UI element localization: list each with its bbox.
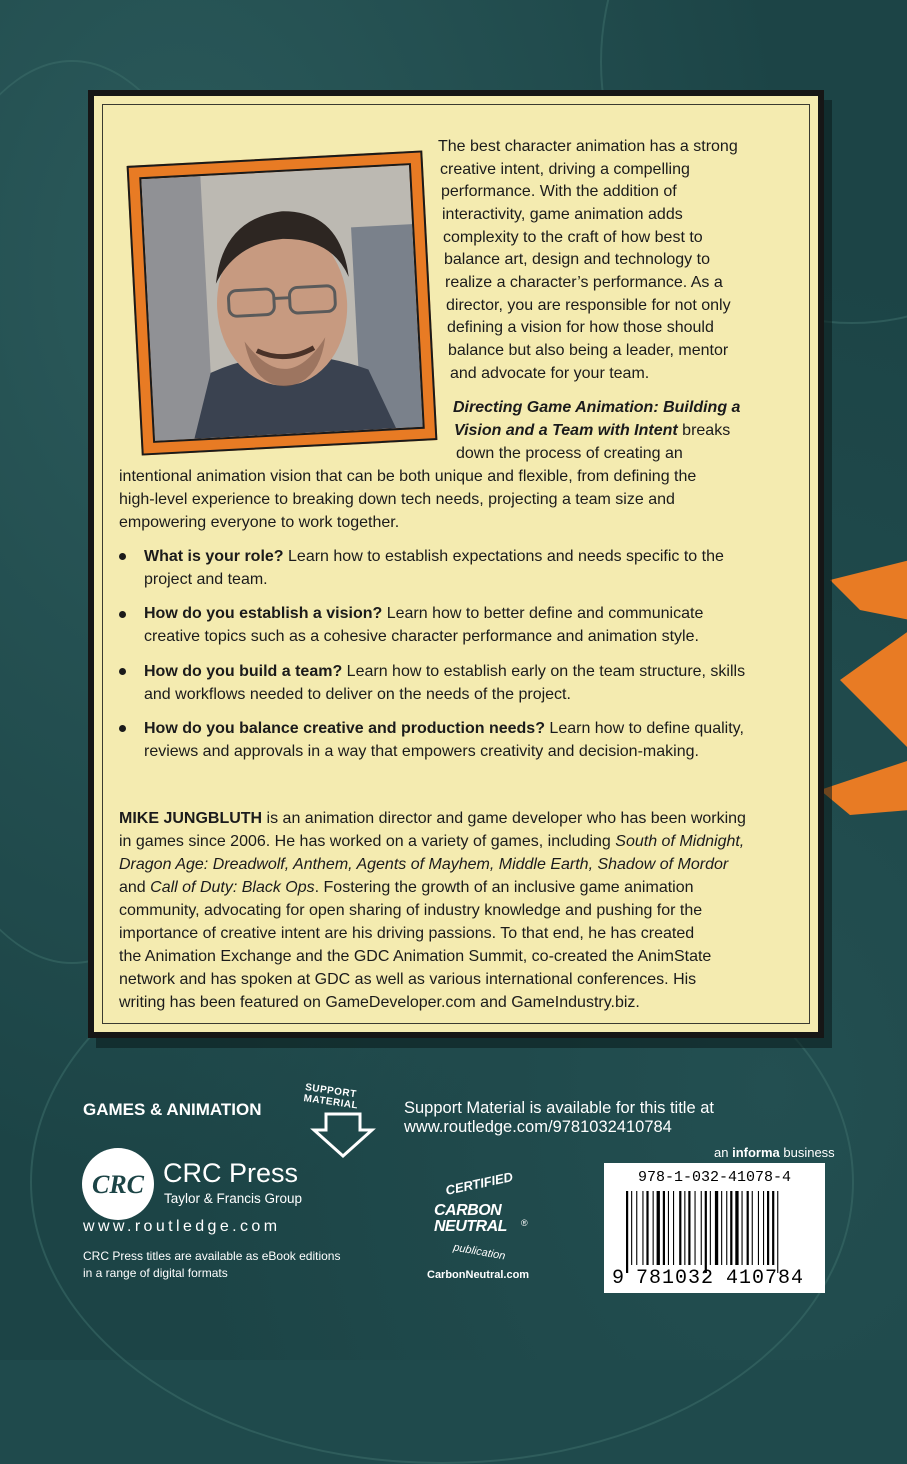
blurb-intro-line: performance. With the addition of xyxy=(441,183,677,200)
bullet-dot xyxy=(119,611,126,618)
bullet-item-line xyxy=(144,661,745,684)
orange-star-shape xyxy=(820,560,907,820)
publisher-name: CRC Press xyxy=(163,1158,299,1188)
barcode-bar xyxy=(758,1191,759,1265)
category-label: GAMES & ANIMATION xyxy=(83,1100,262,1119)
author-bio-line: the Animation Exchange and the GDC Animation Summit, co-created the AnimState xyxy=(119,948,712,965)
blurb-intro-line: The best character animation has a strong xyxy=(438,138,738,155)
author-bio-text: in games since 2006. He has worked on a variety of games, including xyxy=(119,833,616,850)
bullet-dot xyxy=(119,668,126,675)
bullet-item-line xyxy=(144,603,703,626)
support-material-text: Support Material is available for this title at xyxy=(404,1099,714,1117)
author-name: MIKE JUNGBLUTH xyxy=(119,810,263,827)
barcode-bar xyxy=(673,1191,674,1265)
author-bio-text: . Fostering the growth of an inclusive game animation xyxy=(314,879,694,896)
blurb-intro-line: complexity to the craft of how best to xyxy=(443,229,703,246)
publisher-website[interactable]: www.routledge.com xyxy=(83,1218,281,1235)
blurb-intro-line: creative intent, driving a compelling xyxy=(440,161,690,178)
blurb-para2-line: intentional animation vision that can be both unique and flexible, from defining the xyxy=(119,468,697,485)
support-material-url[interactable]: www.routledge.com/9781032410784 xyxy=(404,1118,672,1136)
bullet-question: How do you balance creative and production needs? xyxy=(144,720,545,737)
crc-logo xyxy=(82,1148,154,1220)
barcode-bar xyxy=(636,1191,637,1265)
barcode-bar xyxy=(715,1191,718,1265)
blurb-intro-line: and advocate for your team. xyxy=(450,365,650,382)
author-bio-line xyxy=(119,831,744,854)
bullet-item-line: creative topics such as a cohesive character performance and animation style. xyxy=(144,628,699,645)
bullet-text: Learn how to better define and communicate xyxy=(382,605,704,622)
barcode-bar xyxy=(679,1191,681,1265)
carbon-reg-mark: ® xyxy=(521,1218,528,1228)
barcode-bar xyxy=(663,1191,665,1265)
game-title: South of Midnight, xyxy=(615,833,745,850)
blurb-intro-line: balance but also being a leader, mentor xyxy=(448,342,729,359)
support-material-badge-text: SUPPORT MATERIAL xyxy=(302,1082,359,1112)
barcode-bar xyxy=(631,1191,632,1265)
barcode-bar xyxy=(735,1191,738,1265)
blurb-intro-line: director, you are responsible for not only xyxy=(446,297,731,314)
barcode-bar xyxy=(688,1191,690,1265)
informa-prefix: an xyxy=(714,1145,733,1160)
isbn-barcode xyxy=(604,1163,825,1293)
barcode-bar xyxy=(777,1191,778,1273)
barcode-bar xyxy=(646,1191,648,1265)
barcode-digits-right: 410784 xyxy=(726,1267,805,1290)
barcode-bar xyxy=(763,1191,764,1265)
ebook-note: in a range of digital formats xyxy=(83,1266,228,1280)
barcode-bar xyxy=(668,1191,669,1265)
bullet-text: Learn how to define quality, xyxy=(544,720,744,737)
barcode-bar xyxy=(710,1191,711,1265)
informa-suffix: business xyxy=(779,1145,835,1160)
author-bio-line: community, advocating for open sharing of industry knowledge and pushing for the xyxy=(119,902,703,919)
barcode-bar xyxy=(705,1191,707,1273)
author-bio-line xyxy=(119,808,746,831)
blurb-intro-line: realize a character’s performance. As a xyxy=(445,274,723,291)
barcode-bar xyxy=(752,1191,753,1265)
informa-brand: informa xyxy=(732,1145,780,1160)
book-title-text: Directing Game Animation: Building a xyxy=(453,399,741,416)
barcode-bar xyxy=(747,1191,749,1265)
isbn-text: 978-1-032-41078-4 xyxy=(637,1169,792,1186)
author-bio-line: network and has spoken at GDC as well as various international conferences. His xyxy=(119,971,697,988)
author-bio-text: is an animation director and game developer who has been working xyxy=(262,810,746,827)
author-bio-text: and xyxy=(119,879,151,896)
blurb-para2-line: down the process of creating an xyxy=(456,445,683,462)
barcode-bar xyxy=(695,1191,696,1265)
carbon-neutral-logo xyxy=(425,1170,541,1286)
carbon-certified-text: CERTIFIED xyxy=(444,1169,515,1198)
barcode-bars xyxy=(604,1191,825,1275)
barcode-digit-lead: 9 xyxy=(612,1267,625,1290)
author-bio-line xyxy=(119,877,694,900)
carbon-site-text[interactable]: CarbonNeutral.com xyxy=(427,1269,530,1281)
blurb-intro-line: interactivity, game animation adds xyxy=(442,206,683,223)
barcode-digits-left: 781032 xyxy=(636,1267,715,1290)
support-material-badge xyxy=(296,1078,390,1160)
bullet-item-line xyxy=(144,546,724,569)
author-photo-frame xyxy=(127,150,438,455)
crc-logo-text: CRC xyxy=(91,1170,145,1199)
carbon-neutral-text: CARBON xyxy=(434,1202,502,1219)
author-portrait-illustration xyxy=(141,165,422,441)
bullet-item-line: reviews and approvals in a way that empowers creativity and decision-making. xyxy=(144,743,699,760)
book-title-line xyxy=(453,397,740,420)
barcode-bar xyxy=(701,1191,702,1265)
barcode-bar xyxy=(726,1191,727,1265)
bullet-question: How do you build a team? xyxy=(144,663,343,680)
blurb-para2-line: empowering everyone to work together. xyxy=(119,514,400,531)
ebook-note: CRC Press titles are available as eBook editions xyxy=(83,1249,341,1263)
barcode-bar xyxy=(626,1191,628,1273)
blurb-intro-line: balance art, design and technology to xyxy=(444,251,710,268)
bullet-question: What is your role? xyxy=(144,548,284,565)
bullet-dot xyxy=(119,553,126,560)
book-title-text: Vision and a Team with Intent xyxy=(454,422,678,439)
bullet-dot xyxy=(119,725,126,732)
author-bio-line: importance of creative intent are his driving passions. To that end, he has created xyxy=(119,925,695,942)
game-title: Call of Duty: Black Ops xyxy=(150,879,315,896)
bullet-text: Learn how to establish early on the team structure, skills xyxy=(342,663,746,680)
blurb-intro-line: defining a vision for how those should xyxy=(447,319,714,336)
barcode-bar xyxy=(721,1191,722,1265)
barcode-bar xyxy=(730,1191,732,1265)
bullet-text: Learn how to establish expectations and needs specific to the xyxy=(283,548,724,565)
informa-tagline xyxy=(714,1145,835,1160)
barcode-bar xyxy=(642,1191,643,1265)
carbon-publication-text: publication xyxy=(452,1241,507,1263)
barcode-bar xyxy=(684,1191,685,1265)
barcode-bar xyxy=(742,1191,743,1265)
bullet-item-line: project and team. xyxy=(144,571,268,588)
author-bio-line: writing has been featured on GameDeveloper.com and GameIndustry.biz. xyxy=(119,994,640,1011)
publisher-group: Taylor & Francis Group xyxy=(164,1191,303,1206)
bullet-question: How do you establish a vision? xyxy=(144,605,383,622)
author-photo xyxy=(139,163,425,443)
bullet-item-line xyxy=(144,718,744,741)
book-title-line xyxy=(454,420,730,443)
bullet-item-line: and workflows needed to deliver on the needs of the project. xyxy=(144,686,571,703)
blurb-para2-line: high-level experience to breaking down tech needs, projecting a team size and xyxy=(119,491,675,508)
barcode-bar xyxy=(653,1191,654,1265)
blurb-text: breaks xyxy=(677,422,731,439)
barcode-bar xyxy=(772,1191,774,1265)
barcode-bar xyxy=(767,1191,769,1265)
carbon-neutral-text: NEUTRAL xyxy=(434,1218,507,1235)
author-bio-line: Dragon Age: Dreadwolf, Anthem, Agents of Mayhem, Middle Earth, Shadow of Mordor xyxy=(119,856,729,873)
barcode-bar xyxy=(657,1191,660,1265)
